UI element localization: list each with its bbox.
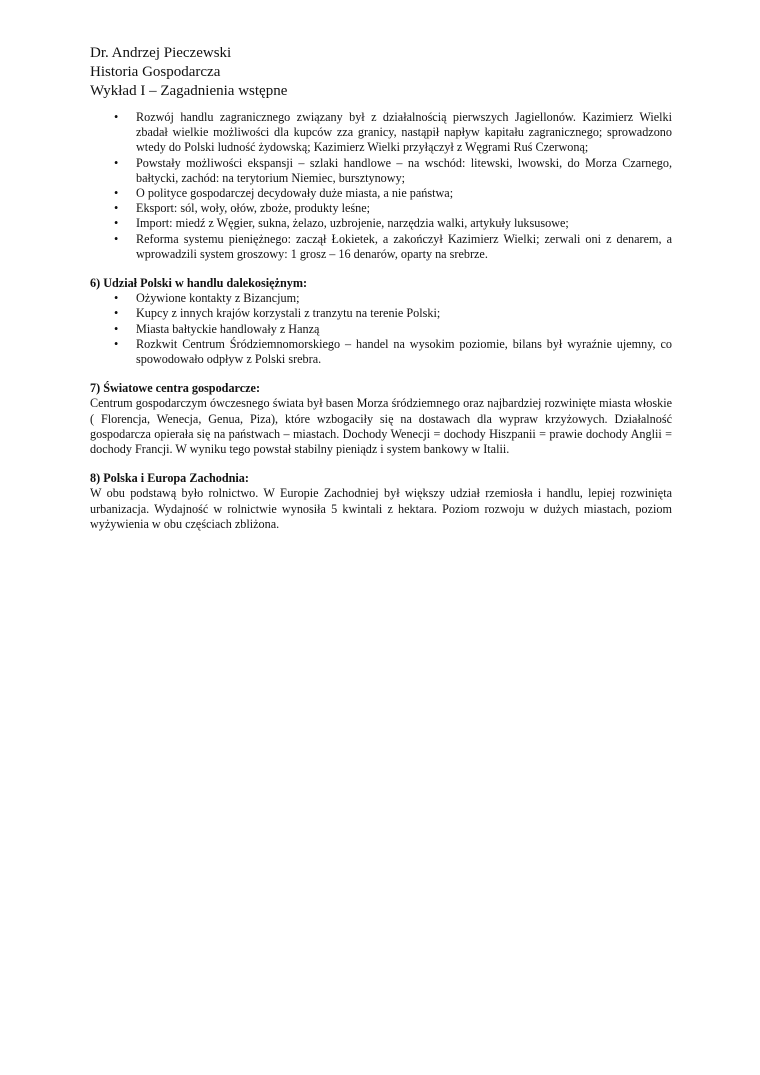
list-item: • O polityce gospodarczej decydowały duże miasta, a nie państwa; bbox=[114, 186, 454, 201]
list-item: • Import: miedź z Węgier, sukna, żelazo, uzbrojenie, narzędzia walki, artykuły luksusowe; bbox=[114, 216, 569, 231]
document-page bbox=[90, 44, 672, 532]
section-6-title: 6) Udział Polski w handlu dalekosiężnym: bbox=[90, 276, 308, 291]
list-item: • Eksport: sól, woły, ołów, zboże, produkty leśne; bbox=[114, 201, 371, 216]
course-title: Historia Gospodarcza bbox=[90, 64, 221, 80]
bullet-icon: • bbox=[114, 201, 119, 216]
section-6-bullet-list bbox=[90, 291, 672, 367]
bullet-icon: • bbox=[114, 336, 119, 351]
list-item: • Miasta bałtyckie handlowały z Hanzą bbox=[114, 321, 320, 336]
list-item: • Reforma systemu pieniężnego: zaczął Łokietek, a zakończył Kazimierz Wielki; zerwali oni z denarem, a wprowadzili system groszowy: 1 grosz – 16 denarów, oparty na srebrze. bbox=[114, 231, 672, 261]
intro-bullet-list bbox=[90, 110, 672, 262]
document-header bbox=[90, 44, 672, 101]
section-6 bbox=[90, 276, 672, 367]
section-7 bbox=[90, 381, 672, 457]
bullet-icon: • bbox=[114, 186, 119, 201]
bullet-icon: • bbox=[114, 321, 119, 336]
section-8-title: 8) Polska i Europa Zachodnia: bbox=[90, 471, 249, 486]
lecture-title: Wykład I – Zagadnienia wstępne bbox=[90, 83, 288, 99]
section-8-text: W obu podstawą było rolnictwo. W Europie Zachodniej był większy udział rzemiosła i handlu, lepiej rozwinięta urbanizacja. Wydajność w rolnictwie wynosiła 5 kwintali z hektara. Poziom rozwoju w dużych miastach, poziom wyżywienia w obu częściach zbliżona. bbox=[90, 486, 672, 531]
bullet-icon: • bbox=[114, 155, 119, 170]
bullet-icon: • bbox=[114, 291, 119, 306]
section-7-text: Centrum gospodarczym ówczesnego świata był basen Morza śródziemnego oraz najbardziej rozwinięte miasta włoskie ( Florencja, Wenecja, Genua, Piza), które wzbogaciły się na dostawach dla wypraw krzyżowych. Działalność gospodarcza opierała się na państwach – miastach. Dochody Wenecji = dochody Hiszpanii = prawie dochody Anglii = dochody Francji. W wyniku tego powstał stabilny pieniądz i system bankowy w Italii. bbox=[90, 396, 672, 457]
bullet-icon: • bbox=[114, 110, 119, 124]
section-7-title: 7) Światowe centra gospodarcze: bbox=[90, 381, 261, 396]
section-8 bbox=[90, 471, 672, 532]
list-item: • Rozkwit Centrum Śródziemnomorskiego – handel na wysokim poziomie, bilans był wyraźnie ujemny, co spowodowało odpływ z Polski srebra. bbox=[114, 336, 672, 367]
list-item: • Ożywione kontakty z Bizancjum; bbox=[114, 291, 300, 306]
bullet-icon: • bbox=[114, 231, 119, 246]
author-name: Dr. Andrzej Pieczewski bbox=[90, 45, 232, 61]
list-item: • Powstały możliwości ekspansji – szlaki handlowe – na wschód: litewski, lwowski, do Morza Czarnego, bałtycki, zachód: na terytorium Niemiec, bursztynowy; bbox=[114, 155, 672, 185]
bullet-icon: • bbox=[114, 306, 119, 321]
bullet-icon: • bbox=[114, 216, 119, 231]
list-item: • Rozwój handlu zagranicznego związany był z działalnością pierwszych Jagiellonów. Kazimierz Wielki zbadał wielkie możliwości dla kupców zza granicy, nastąpił napływ kapitału zagranicznego; sprowadzono wtedy do Polski ludność żydowską; Kazimierz Wielki przyłączył z Węgrami Ruś Czerwoną; bbox=[114, 110, 672, 155]
list-item: • Kupcy z innych krajów korzystali z tranzytu na terenie Polski; bbox=[114, 306, 441, 321]
